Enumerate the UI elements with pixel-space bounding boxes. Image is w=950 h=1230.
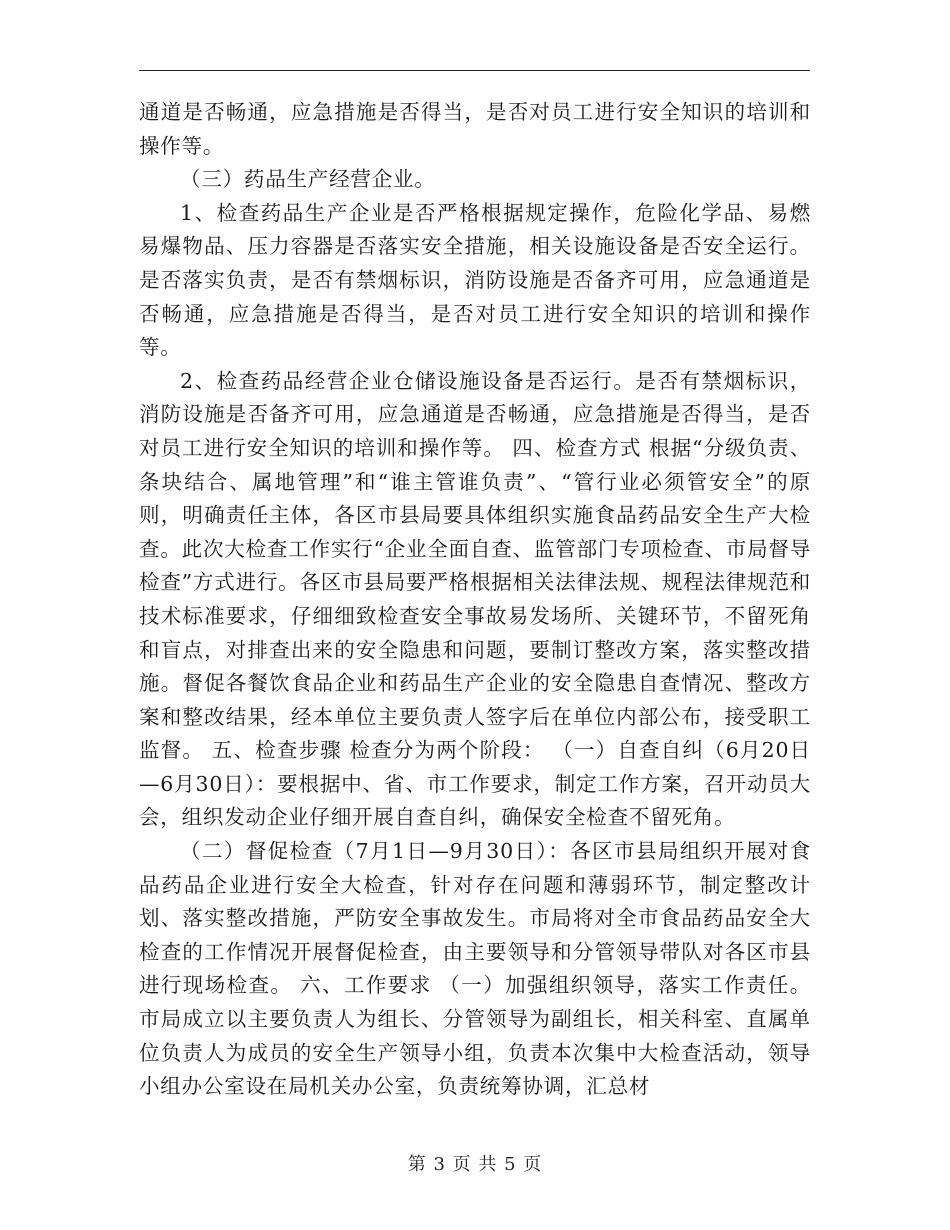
document-body [139, 96, 811, 1104]
paragraph-3: 1、检查药品生产企业是否严格根据规定操作，危险化学品、易燃易爆物品、压力容器是否落实安全措施，相关设施设备是否安全运行。是否落实负责，是否有禁烟标识，消防设施是否备齐可用，应急通道是否畅通，应急措施是否得当，是否对员工进行安全知识的培训和操作等。 [139, 200, 811, 360]
paragraph-5: （二）督促检查（7月1日—9月30日）：各区市县局组织开展对食品药品企业进行安全大检查，针对存在问题和薄弱环节，制定整改计划、落实整改措施，严防安全事故发生。市局将对全市食品药品安全大检查的工作情况开展督促检查，由主要领导和分管领导带队对各区市县进行现场检查。 六、工作要求 （一）加强组织领导，落实工作责任。市局成立以主要负责人为组长、分管领导为副组长，相关科室、直属单位负责人为成员的安全生产领导小组，负责本次集中大检查活动，领导小组办公室设在局机关办公室，负责统筹协调，汇总材 [139, 839, 811, 1099]
paragraph-2: （三）药品生产经营企业。 [180, 167, 436, 192]
header-rule [139, 70, 810, 71]
paragraph-1: 通道是否畅通，应急措施是否得当，是否对员工进行安全知识的培训和操作等。 [139, 100, 811, 158]
paragraph-4: 2、检查药品经营企业仓储设施设备是否运行。是否有禁烟标识，消防设施是否备齐可用，应急通道是否畅通，应急措施是否得当，是否对员工进行安全知识的培训和操作等。 四、检查方式 根据“分级负责、条块结合、属地管理”和“谁主管谁负责”、“管行业必须管安全”的原则，明确责任主体，各区市县局要具体组织实施食品药品安全生产大检查。此次大检查工作实行“企业全面自查、监管部门专项检查、市局督导检查”方式进行。各区市县局要严格根据相关法律法规、规程法律规范和技术标准要求，仔细细致检查安全事故易发场所、关键环节，不留死角和盲点，对排查出来的安全隐患和问题，要制订整改方案，落实整改措施。督促各餐饮食品企业和药品生产企业的安全隐患自查情况、整改方案和整改结果，经本单位主要负责人签字后在单位内部公布，接受职工监督。 五、检查步骤 检查分为两个阶段： （一）自查自纠（6月20日—6月30日）：要根据中、省、市工作要求，制定工作方案，召开动员大会，组织发动企业仔细开展自查自纠，确保安全检查不留死角。 [139, 368, 811, 830]
page-number-footer: 第 3 页 共 5 页 [407, 1154, 543, 1175]
